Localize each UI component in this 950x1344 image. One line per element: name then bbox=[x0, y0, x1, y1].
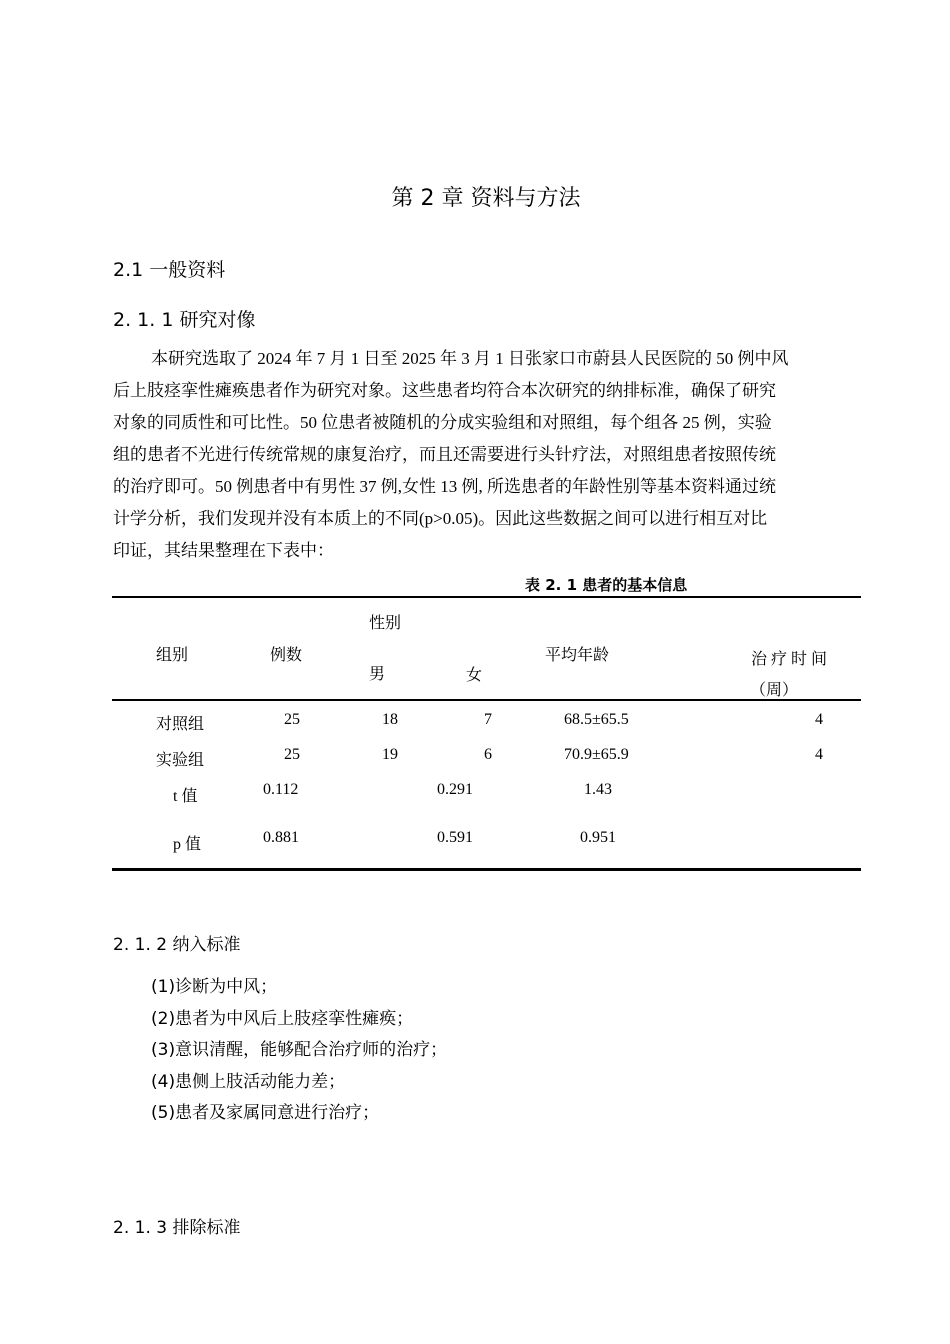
header-mean-age: 平均年龄 bbox=[545, 647, 610, 664]
cell-weeks: 4 bbox=[815, 711, 823, 728]
cell-female: 7 bbox=[484, 711, 492, 728]
cell-group: 对照组 bbox=[156, 716, 205, 733]
paragraph-line: 对象的同质性和可比性。50 位患者被随机的分成实验组和对照组，每个组各 25 例，实验 bbox=[113, 413, 772, 432]
header-sex: 性别 bbox=[369, 615, 402, 632]
paragraph-line: 组的患者不光进行传统常规的康复治疗，而且还需要进行头针疗法，对照组患者按照传统 bbox=[113, 445, 776, 464]
cell-group: 实验组 bbox=[156, 752, 205, 769]
paragraph-line: 计学分析，我们发现并没有本质上的不同(p>0.05)。因此这些数据之间可以进行相互对比 bbox=[113, 509, 768, 528]
header-female: 女 bbox=[466, 667, 483, 684]
cell-group: p 值 bbox=[173, 836, 202, 853]
cell-female: 6 bbox=[484, 746, 492, 763]
table-header-rule bbox=[112, 699, 861, 701]
cell-male: 19 bbox=[382, 746, 398, 763]
list-item: (2)患者为中风后上肢痉挛性瘫痪； bbox=[151, 1009, 414, 1029]
paragraph-line: 后上肢痉挛性瘫痪患者作为研究对象。这些患者均符合本次研究的纳排标准，确保了研究 bbox=[113, 381, 776, 400]
cell-group: t 值 bbox=[173, 788, 198, 805]
paragraph-line: 的治疗即可。50 例患者中有男性 37 例,女性 13 例, 所选患者的年龄性别等基本资料通过统 bbox=[113, 477, 776, 496]
section-heading-2-1: 2.1 一般资料 bbox=[113, 259, 226, 281]
list-item: (4)患侧上肢活动能力差； bbox=[151, 1072, 346, 1092]
cell-female: 0.291 bbox=[437, 781, 473, 798]
cell-mean-age: 68.5±65.5 bbox=[564, 711, 629, 728]
paragraph-line: 印证，其结果整理在下表中： bbox=[113, 541, 334, 560]
list-item: (5)患者及家属同意进行治疗； bbox=[151, 1103, 380, 1123]
cell-cases: 0.881 bbox=[263, 829, 299, 846]
paragraph-line: 本研究选取了 2024 年 7 月 1 日至 2025 年 3 月 1 日张家口市蔚县人民医院的 50 例中风 bbox=[151, 349, 789, 368]
header-cases: 例数 bbox=[270, 647, 303, 664]
list-item: (1)诊断为中风； bbox=[151, 977, 278, 997]
list-item: (3)意识清醒，能够配合治疗师的治疗； bbox=[151, 1040, 448, 1060]
cell-female: 0.591 bbox=[437, 829, 473, 846]
section-heading-2-1-1: 2. 1. 1 研究对像 bbox=[113, 309, 256, 331]
header-treatment-time: 治 疗 时 间 bbox=[751, 651, 828, 668]
cell-weeks: 4 bbox=[815, 746, 823, 763]
table-top-rule bbox=[112, 596, 861, 598]
cell-male: 18 bbox=[382, 711, 398, 728]
section-heading-2-1-3: 2. 1. 3 排除标准 bbox=[113, 1218, 241, 1238]
chapter-title: 第 2 章 资料与方法 bbox=[391, 186, 581, 211]
cell-cases: 25 bbox=[284, 711, 300, 728]
table-caption: 表 2. 1 患者的基本信息 bbox=[525, 576, 688, 594]
header-male: 男 bbox=[369, 666, 386, 683]
header-group: 组别 bbox=[156, 647, 189, 664]
cell-cases: 25 bbox=[284, 746, 300, 763]
cell-cases: 0.112 bbox=[263, 781, 299, 798]
cell-mean-age: 1.43 bbox=[584, 781, 612, 798]
table-bottom-rule bbox=[112, 868, 861, 871]
section-heading-2-1-2: 2. 1. 2 纳入标准 bbox=[113, 935, 241, 955]
cell-mean-age: 70.9±65.9 bbox=[564, 746, 629, 763]
cell-mean-age: 0.951 bbox=[580, 829, 616, 846]
header-treatment-unit: （周） bbox=[750, 682, 799, 699]
